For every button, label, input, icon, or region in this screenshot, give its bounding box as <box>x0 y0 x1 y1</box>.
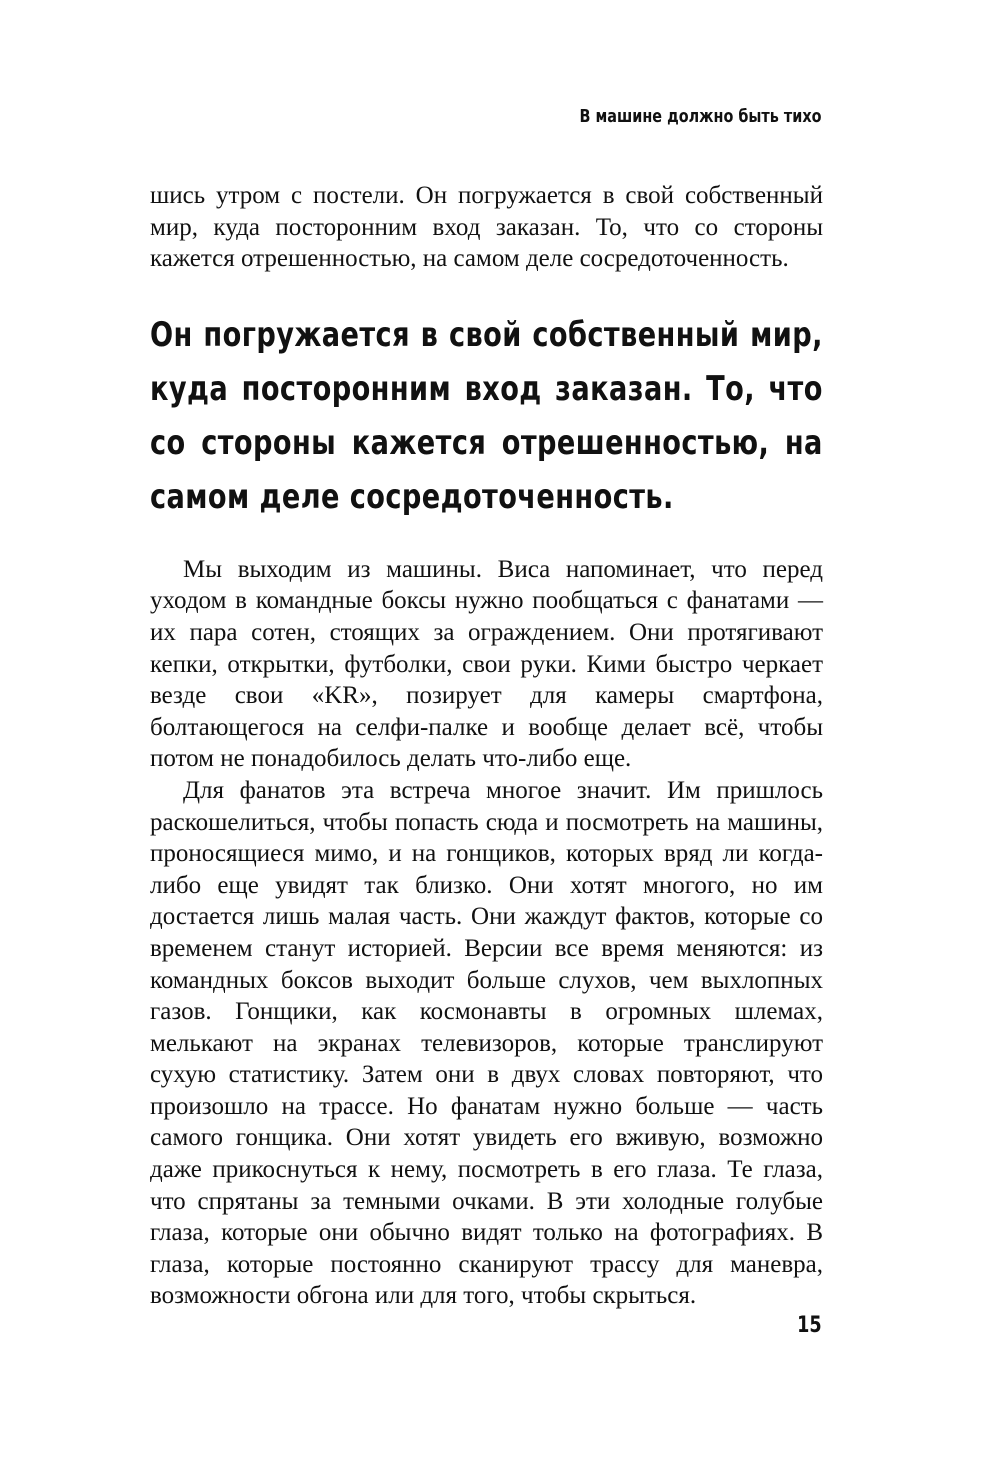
running-header: В машине должно быть тихо <box>579 106 822 127</box>
page-number: 15 <box>797 1313 822 1338</box>
page-content <box>150 180 823 1312</box>
body-paragraph: Мы выходим из машины. Виса напоминает, что перед уходом в командные боксы нужно пообщаться с фанатами — их пара сотен, стоящих за ограждением. Они протягивают кепки, открытки, футболки, свои руки. Кими быстро черкает везде свои «KR», позирует для камеры смартфона, болтающегося на селфи-палке и вообще делает всё, чтобы потом не понадобилось делать что-либо еще. <box>150 555 823 773</box>
pull-quote: Он погружается в свой собственный мир, куда посторонним вход заказан. То, что со стороны кажется отрешенностью, на самом деле сосредоточенность. <box>150 314 823 517</box>
intro-paragraph: шись утром с постели. Он погружается в свой собственный мир, куда посторонним вход заказан. То, что со стороны кажется отрешенностью, на самом деле сосредоточенность. <box>150 182 823 273</box>
body-paragraph: Для фанатов эта встреча многое значит. Им пришлось раскошелиться, чтобы попасть сюда и посмотреть на машины, проносящиеся мимо, и на гонщиков, которых вряд ли когда-либо еще увидят так близко. Они хотят многого, но им достается лишь малая часть. Они жаждут фактов, которые со временем станут историей. Версии все время меняются: из командных боксов выходит больше слухов, чем выхлопных газов. Гонщики, как космонавты в огромных шлемах, мелькают на экранах телевизоров, которые транслируют сухую статистику. Затем они в двух словах повторяют, что произошло на трассе. Но фанатам нужно больше — часть самого гонщика. Они хотят увидеть его вживую, возможно даже прикоснуться к нему, посмотреть в его глаза. Те глаза, что спрятаны за темными очками. В эти холодные голубые глаза, которые они обычно видят только на фотографиях. В глаза, которые постоянно сканируют трассу для маневра, возможности обгона или для того, чтобы скрыться. <box>150 776 823 1310</box>
